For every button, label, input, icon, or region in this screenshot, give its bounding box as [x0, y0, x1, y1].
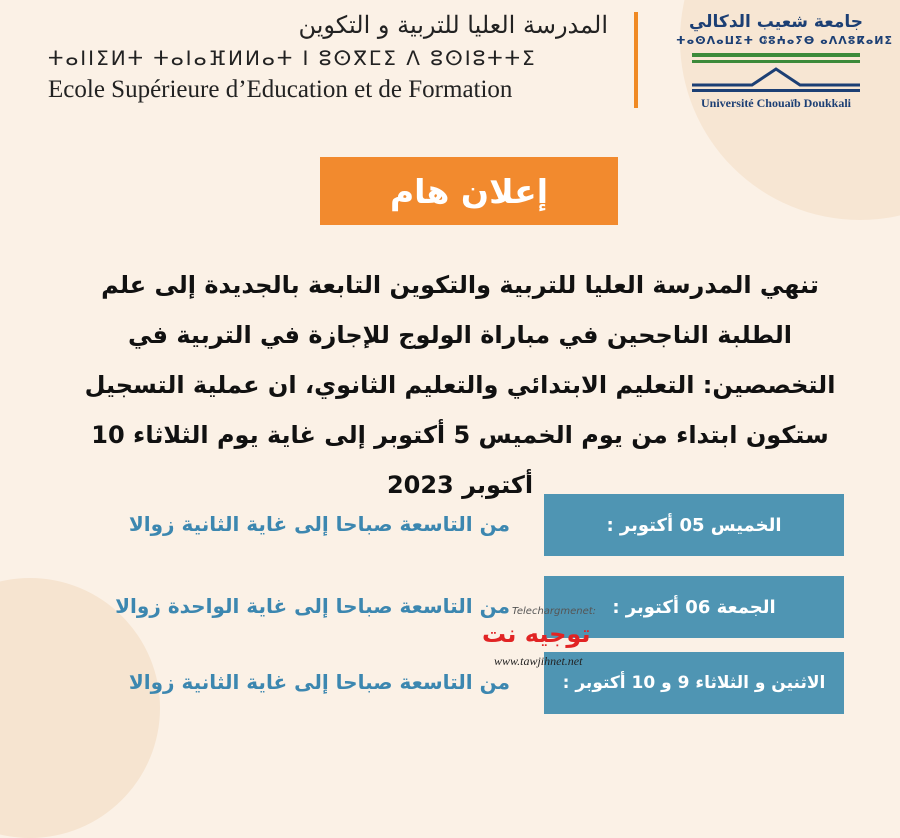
school-name-block	[48, 8, 608, 106]
header-divider	[634, 12, 638, 108]
schedule-day-1: الخميس 05 أكتوبر :	[544, 494, 844, 556]
watermark-download-label: Telechargmenet:	[512, 606, 597, 617]
schedule-hours-2: من التاسعة صباحا إلى غاية الواحدة زوالا	[115, 594, 510, 618]
schedule-day-3: الاثنين و الثلاثاء 9 و 10 أكتوبر :	[544, 652, 844, 714]
schedule-day-2: الجمعة 06 أكتوبر :	[544, 576, 844, 638]
schedule-hours-1: من التاسعة صباحا إلى غاية الثانية زوالا	[128, 512, 510, 536]
watermark-brand: توجيه نت	[482, 620, 591, 648]
schedule-hours-3: من التاسعة صباحا إلى غاية الثانية زوالا	[128, 670, 510, 694]
school-name-arabic: المدرسة العليا للتربية و التكوين	[298, 11, 608, 39]
watermark-url: www.tawjihnet.net	[494, 654, 583, 668]
university-name-tifinagh: ⵜⴰⵙⴷⴰⵡⵉⵜ ⵛⵓⵄⴰⵢⴱ ⴰⴷⴷⵓⴽⴰⵍⵉ	[676, 34, 894, 47]
school-name-tifinagh: ⵜⴰⵏⵏⵉⵍⵜ ⵜⴰⵏⴰⴼⵍⵍⴰⵜ ⵏ ⵓⵙⴳⵎⵉ ⴷ ⵓⵙⵏⵓⵜⵜⵉ	[48, 46, 537, 70]
header	[0, 0, 900, 125]
university-logo	[676, 12, 894, 111]
watermark-logo	[476, 606, 616, 678]
university-emblem-icon	[692, 51, 860, 95]
school-name-french: Ecole Supérieure d’Education et de Formation	[48, 76, 513, 103]
announcement-title: إعلان هام	[320, 157, 618, 225]
university-name-french: Université Chouaïb Doukkali	[700, 96, 852, 110]
announcement-paragraph: تنهي المدرسة العليا للتربية والتكوين التابعة بالجديدة إلى علم الطلبة الناجحين في مباراة الولوج للإجازة في التربية في التخصصين: التعليم الابتدائي والتعليم الثانوي، ان عملية التسجيل ستكون ابتداء من يوم الخميس 5 أكتوبر إلى غاية يوم الثلاثاء 10 أكتوبر 2023	[84, 271, 836, 499]
university-name-arabic: جامعة شعيب الدكالي	[688, 12, 864, 32]
